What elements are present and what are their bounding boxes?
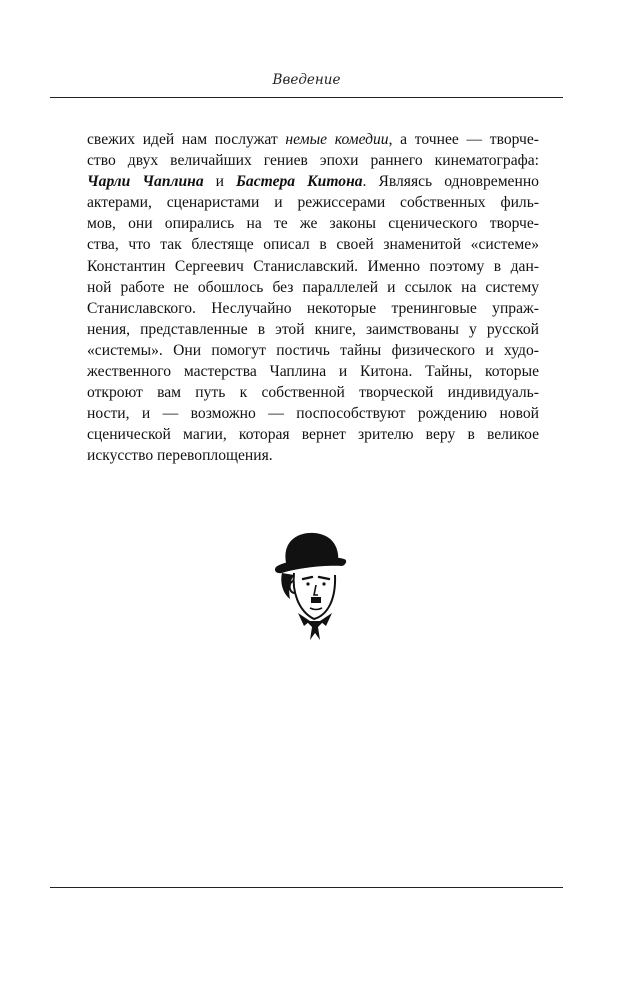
text-line: Станиславского. Неслучайно некоторые тренинговые упраж- — [87, 299, 539, 317]
text-line: Чарли Чаплина и Бастера Китона. Являясь одновременно — [87, 173, 539, 191]
text-line: «системы». Они помогут постичь тайны физического и худо- — [87, 341, 539, 359]
footer-rule — [50, 887, 563, 888]
text-line: Константин Сергеевич Станиславский. Именно поэтому в дан- — [87, 257, 539, 275]
text-line: сценической магии, которая вернет зрителю веру в великое — [87, 426, 539, 444]
body-paragraph — [87, 129, 539, 467]
running-head: Введение — [272, 72, 341, 88]
header-rule — [50, 97, 563, 98]
name-chaplin: Чарли Чаплина — [87, 173, 204, 191]
text-line: ной работе не обошлось без параллелей и ссылок на систему — [87, 278, 539, 296]
text-line: откроют вам путь к собственной творческой индивидуаль- — [87, 384, 539, 402]
text-line: нения, представленные в этой книге, заимствованы у русской — [87, 320, 539, 338]
text-line: жественного мастерства Чаплина и Китона. Тайны, которые — [87, 363, 539, 381]
text-line: мов, они опирались на те же законы сценического творче- — [87, 215, 539, 233]
text-line: актерами, сценаристами и режиссерами собственных филь- — [87, 194, 539, 212]
text-line: ства, что так блестяще описал в своей знаменитой «системе» — [87, 236, 539, 254]
text-line: ство двух величайших гениев эпохи раннего кинематографа: — [87, 152, 539, 170]
chaplin-silhouette-icon — [272, 529, 352, 641]
text-line: ности, и — возможно — поспособствуют рождению новой — [87, 405, 539, 423]
name-keaton: Бастера Китона — [236, 173, 363, 191]
text-line: искусство перевоплощения. — [87, 447, 273, 465]
text-line: свежих идей нам послужат немые комедии, а точнее — творче- — [87, 131, 539, 148]
emphasis-silent-comedies: немые комедии — [285, 131, 389, 148]
